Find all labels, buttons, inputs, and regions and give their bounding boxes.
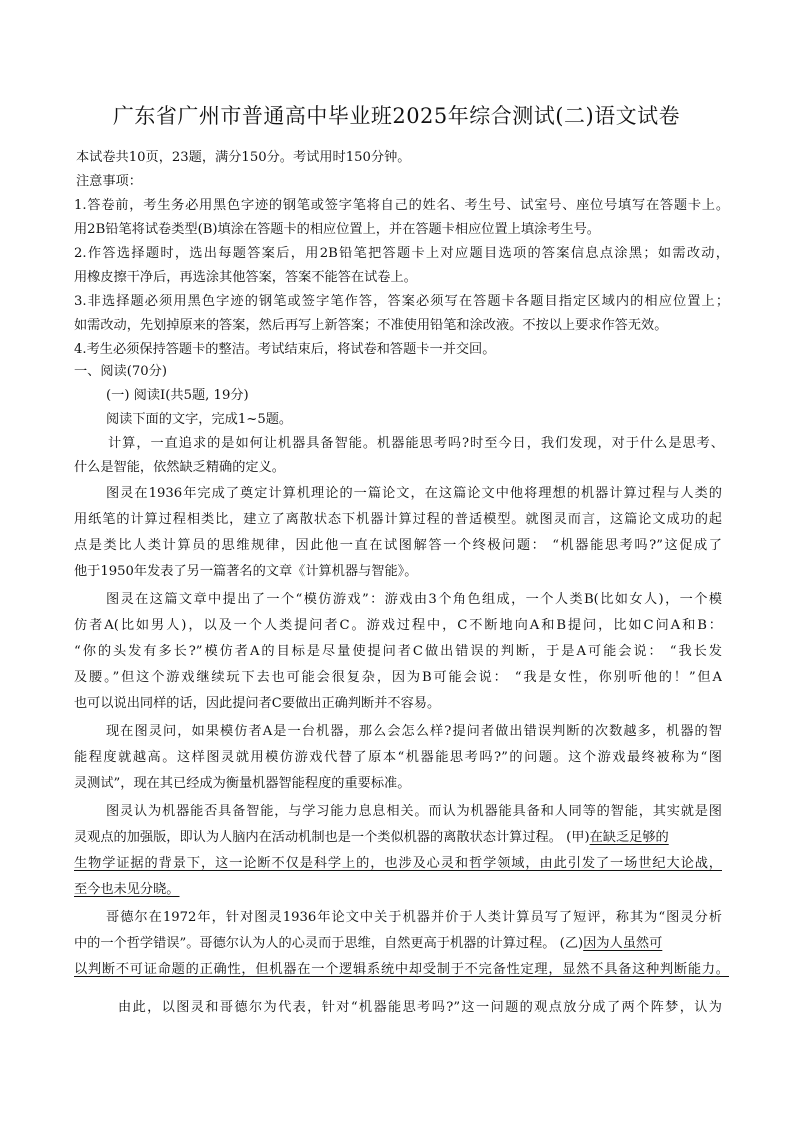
paragraph-5-line-1: 图灵认为机器能否具备智能，与学习能力息息相关。而认为机器能具备和人同等的智能，其实就是图: [106, 804, 722, 819]
paragraph-5-line-4: 至今也未见分晓。: [74, 882, 180, 897]
subsection-heading: (一) 阅读Ⅰ(共5题, 19分): [106, 388, 249, 403]
paragraph-2-line-2: 用纸笔的计算过程相类比，建立了离散状态下机器计算过程的普适模型。就图灵而言，这篇论文成功的起: [74, 512, 722, 527]
notice-2-line-2: 用橡皮擦干净后，再选涂其他答案，答案不能答在试卷上。: [74, 270, 417, 285]
paragraph-5-line-3: 生物学证据的背景下，这一论断不仅是科学上的，也涉及心灵和哲学领域，由此引发了一场世纪大论战，: [74, 856, 722, 871]
paragraph-2-line-3: 点是类比人类计算员的思维规律，因此他一直在试图解答一个终极问题： “机器能思考吗?”这促成了: [74, 538, 722, 553]
paragraph-3-line-2: 仿者A(比如男人)，以及一个人类提问者C。游戏过程中，C不断地向A和B提问，比如C问A和B：: [74, 618, 722, 633]
notice-3-line-1: 3.非选择题必须用黑色字迹的钢笔或签字笔作答，答案必须写在答题卡各题目指定区域内的相应位置上；: [74, 294, 729, 309]
notice-heading: 注意事项：: [76, 174, 142, 189]
notice-1-line-1: 1.答卷前，考生务必用黑色字迹的钢笔或签字笔将自己的姓名、考生号、试室号、座位号填写在答题卡上。: [74, 198, 729, 213]
paragraph-7-line-1: 由此，以图灵和哥德尔为代表，针对“机器能思考吗?”这一问题的观点放分成了两个阵梦，认为: [118, 1000, 722, 1015]
reading-instruction: 阅读下面的文字，完成1~5题。: [106, 412, 293, 427]
paragraph-6-line-3: 以判断不可证命题的正确性，但机器在一个逻辑系统中却受制于不完备性定理，显然不具备这种判断能力。: [74, 962, 729, 977]
underlined-passage-yi: 因为人虽然可: [583, 936, 663, 951]
paragraph-2-line-1: 图灵在1936年完成了奠定计算机理论的一篇论文，在这篇论文中他将理想的机器计算过程与人类的: [106, 486, 722, 501]
paragraph-3-line-5: 也可以说出同样的话，因此提问者C要做出正确判断并不容易。: [74, 696, 441, 711]
notice-3-line-2: 如需改动，先划掉原来的答案，然后再写上新答案；不准使用铅笔和涂改液。不按以上要求作答无效。: [74, 318, 668, 333]
paragraph-1-line-1: 计算，一直追求的是如何让机器具备智能。机器能思考吗?时至今日，我们发现，对于什么是思考、: [108, 436, 724, 451]
section-heading: 一、阅读(70分): [74, 364, 168, 379]
paragraph-2-line-4: 他于1950年发表了另一篇著名的文章《计算机器与智能》。: [74, 564, 418, 579]
paragraph-3-line-1: 图灵在这篇文章中提出了一个“模仿游戏”：游戏由3个角色组成，一个人类B(比如女人)，一个模: [106, 592, 722, 607]
notice-1-line-2: 用2B铅笔将试卷类型(B)填涂在答题卡的相应位置上，并在答题卡相应位置上填涂考生号。: [74, 222, 600, 237]
notice-2-line-1: 2.作答选择题时，选出每题答案后，用2B铅笔把答题卡上对应题目选项的答案信息点涂黑；如需改动，: [74, 246, 729, 261]
paragraph-1-line-2: 什么是智能，依然缺乏精确的定义。: [74, 460, 285, 475]
paragraph-6-line-1: 哥德尔在1972年，针对图灵1936年论文中关于机器并价于人类计算员写了短评，称其为“图灵分析: [106, 910, 722, 925]
notice-4: 4.考生必须保持答题卡的整洁。考试结束后，将试卷和答题卡一并交回。: [74, 342, 496, 357]
exam-intro: 本试卷共10页，23题，满分150分。考试用时150分钟。: [76, 150, 411, 165]
paragraph-4-line-1: 现在图灵问，如果模仿者A是一台机器，那么会怎么样?提问者做出错误判断的次数越多，机器的智: [106, 724, 722, 739]
underlined-passage-jia: 在缺乏足够的: [589, 830, 669, 845]
paragraph-4-line-2: 能程度就越高。这样图灵就用模仿游戏代替了原本“机器能思考吗?”的问题。这个游戏最终被称为“图: [74, 750, 722, 765]
paragraph-3-line-4: 及腰。”但这个游戏继续玩下去也可能会很复杂，因为B可能会说： “我是女性，你别听他的！”但A: [74, 670, 722, 685]
paragraph-5-line-2-text: 灵观点的加强版，即认为人脑内在活动机制也是一个类似机器的离散状态计算过程。 (甲): [74, 830, 590, 845]
paragraph-3-line-3: “你的头发有多长?”模仿者A的目标是尽量使提问者C做出错误的判断，于是A可能会说： “我长发: [74, 644, 722, 659]
paragraph-6-line-2: [74, 932, 662, 956]
paragraph-4-line-3: 灵测试”，现在其已经成为衡量机器智能程度的重要标准。: [74, 776, 411, 791]
page-title: 广东省广州市普通高中毕业班2025年综合测试(二)语文试卷: [112, 104, 681, 128]
paragraph-6-line-2-text: 中的一个哲学错误”。哥德尔认为人的心灵而于思维，自然更高于机器的计算过程。 (乙): [74, 936, 584, 951]
paragraph-5-line-2: [74, 826, 669, 850]
